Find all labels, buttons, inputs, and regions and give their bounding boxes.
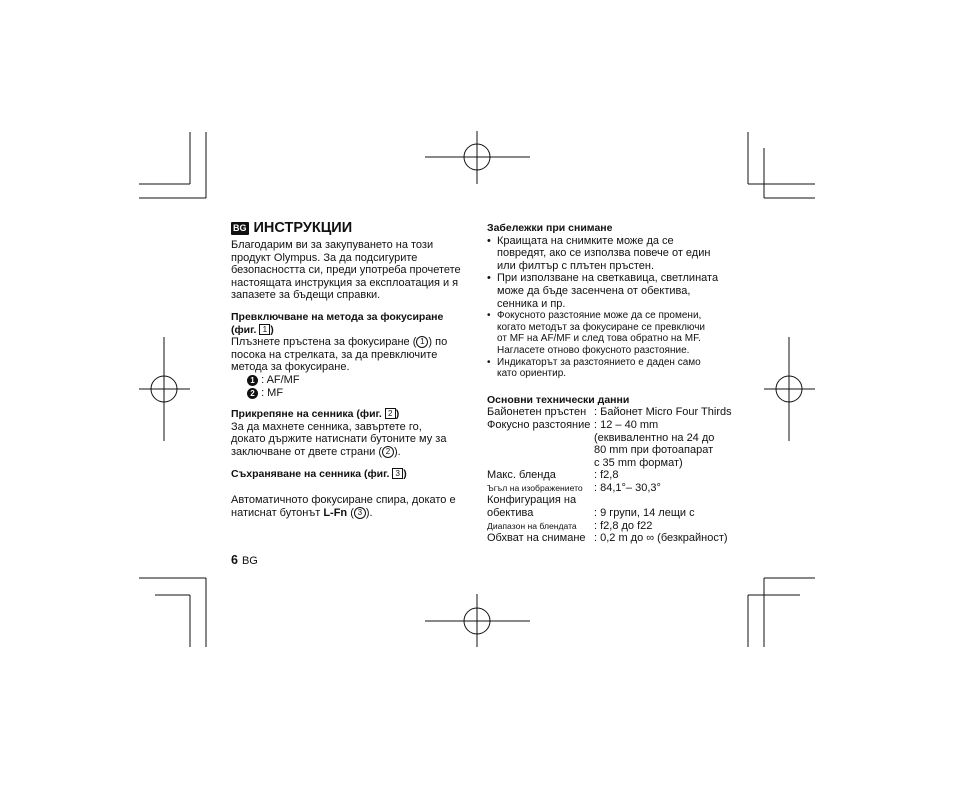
list-item: • При използване на светкавица, светлината може да бъде засенчена от обектива, сенника и пр. (487, 272, 737, 310)
figure-ref-icon: 3 (392, 468, 403, 479)
hood-attach-heading: Прикрепяне на сенника (фиг. 2 ) (231, 408, 400, 421)
spec-row: Ъгъл на изображението : 84,1°– 30,3° (487, 481, 661, 494)
spec-continuation: 80 mm при фотоапарат (594, 444, 714, 457)
crosshair-bottom (425, 594, 530, 647)
spec-row: Конфигурация на (487, 494, 577, 507)
instructions-column (231, 220, 471, 519)
callout-icon: 1 (416, 336, 428, 348)
callout-icon: 3 (354, 507, 366, 519)
body-line: За да махнете сенника, завъртете го, (231, 420, 422, 433)
intro-line: безопасността си, преди употреба прочетете (231, 264, 461, 277)
spec-row: Байонетен пръстен : Байонет Micro Four Thirds (487, 406, 732, 419)
spec-row: обектива : 9 групи, 14 лещи с (487, 507, 695, 520)
mode-item: 1 : AF/MF (231, 374, 471, 387)
body-line: Плъзнете пръстена за фокусиране ( 1 ) по (231, 336, 448, 349)
list-item: • Краищата на снимките може да се повредят, ако се използва повече от един или филтър с плътен пръстен. (487, 235, 737, 273)
focus-method-heading: Превключване на метода за фокусиране (фиг. 1 ) (231, 310, 444, 336)
body-line: метода за фокусиране. (231, 361, 350, 374)
body-line: заключване от двете страни ( 2 ). (231, 445, 401, 458)
mode-number-icon: 2 (247, 388, 258, 399)
intro-line: Благодарим ви за закупуването на този (231, 239, 434, 251)
crosshair-left (139, 337, 190, 441)
body-line: докато държите натиснати бутоните му за (231, 433, 447, 446)
notes-and-specs-column (487, 222, 737, 545)
button-name: L-Fn (323, 506, 348, 519)
intro-line: запазете за бъдещи справки. (231, 289, 381, 302)
figure-ref-icon: 2 (385, 408, 396, 419)
list-item: • Фокусното разстояние може да се промени, когато методът за фокусиране се превключи от MF на AF/MF и след това обратно на MF. Нагласете отново фокусното разстояние. (487, 310, 737, 356)
mode-number-icon: 1 (247, 375, 258, 386)
crosshair-right (764, 337, 815, 441)
spec-continuation: с 35 mm формат) (594, 456, 683, 469)
spec-row: Фокусно разстояние : 12 – 40 mm (487, 418, 659, 431)
body-line: посока на стрелката, за да превключите (231, 348, 438, 361)
spec-row: Макс. бленда : f2,8 (487, 469, 619, 482)
spec-row: Обхват на снимане : 0,2 m до ∞ (безкрайност) (487, 532, 728, 545)
hood-storage-heading: Съхраняване на сенника (фиг. 3 ) (231, 467, 407, 480)
language-badge: BG (233, 222, 247, 233)
body-line: Автоматичното фокусиране спира, докато е (231, 494, 456, 507)
callout-icon: 2 (382, 446, 394, 458)
page-title: ИНСТРУКЦИИ (253, 220, 353, 236)
list-item: • Индикаторът за разстоянието е даден само като ориентир. (487, 357, 737, 380)
page-number: 6 BG (231, 553, 258, 567)
spec-continuation: (еквивалентно на 24 до (594, 431, 715, 444)
specs-heading: Основни технически данни (487, 393, 630, 406)
section-heading (231, 220, 471, 236)
notes-heading: Забележки при снимане (487, 222, 613, 234)
notes-list (487, 235, 737, 380)
specs-table (487, 406, 737, 545)
body-line: натиснат бутонът L-Fn ( 3 ). (231, 506, 373, 519)
figure-ref-icon: 1 (259, 324, 270, 335)
intro-line: продукт Olympus. За да подсигурите (231, 251, 418, 264)
spec-row: Диапазон на блендата : f2,8 до f22 (487, 519, 653, 532)
crosshair-top (425, 131, 530, 184)
mode-item: 2 : MF (231, 387, 471, 400)
intro-line: настоящата инструкция за експлоатация и я (231, 276, 459, 289)
